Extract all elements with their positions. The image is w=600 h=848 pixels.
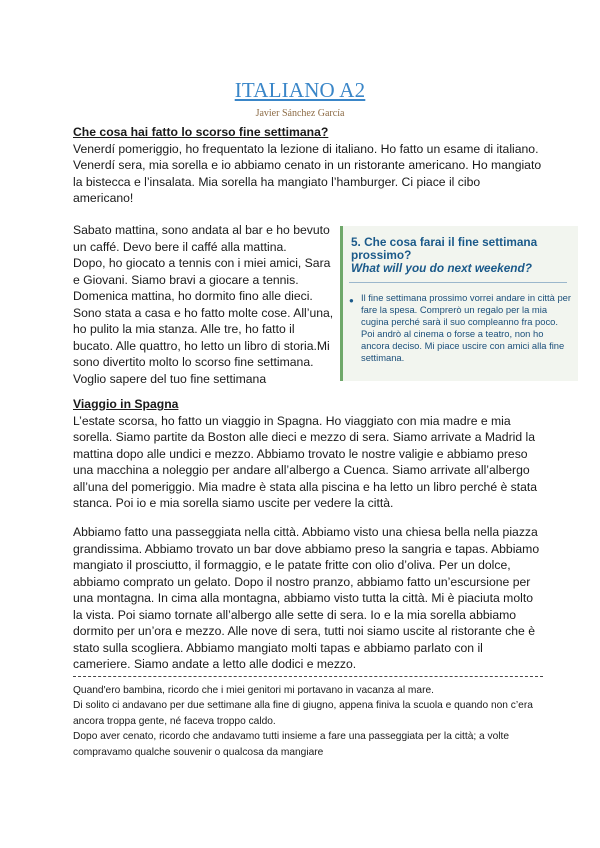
bullet-icon: ● bbox=[349, 296, 354, 305]
dashed-divider bbox=[73, 676, 543, 677]
weekend-paragraph-sat-sun: Sabato mattina, sono andata al bar e ho bevuto un caffé. Devo bere il caffé alla mattina. Dopo, ho giocato a tennis con i miei amici, Sara e Giovani. Siamo bravi a giocare a tennis. Domenica mattina, ho dormito fino alle dieci. Sono stata a casa e ho fatto molte cose. All’una, ho pulito la mia stanza. Alle tre, ho fatto il bucato. Alle quattro, ho letto un libro di storia.Mi sono divertito molto lo scorso fine settimana. Voglio sapere del tuo fine settimana bbox=[73, 223, 334, 386]
weekend-section-narrow bbox=[73, 222, 335, 387]
box-divider bbox=[349, 282, 567, 283]
childhood-paragraph-2: Di solito ci andavano per due settimane alla fine di giugno, appena finiva la scuola e quando non c’era ancora troppa gente, né faceva troppo caldo. bbox=[73, 700, 533, 727]
spain-trip-paragraph-2: Abbiamo fatto una passeggiata nella città. Abbiamo visto una chiesa bella nella piazza grandissima. Abbiamo trovato un bar dove abbiamo preso la sangria e tapas. Abbiamo mangiato il prosciutto, il formaggio, e le patate fritte con olio d’oliva. Per un dolce, abbiamo comprato un gelato. Dopo il nostro pranzo, abbiamo fatto un’escursione per una montagna. In cima alla montagna, abbiamo visto tutta la città. Mi è piaciuta molto la vista. Poi siamo tornate all’albergo alle sette di sera. Io e la mia sorella abbiamo dormito per un’ora e mezzo. Alle nove di sera, tutti noi siamo uscite al ristorante che è stato sulla scogliera. Abbiamo mangiato molti tapas e abbiamo parlato con il cameriere. Siamo andate a letto alle dodici e mezzo. bbox=[73, 525, 540, 671]
childhood-memories-section bbox=[73, 683, 543, 760]
spain-trip-section bbox=[73, 396, 543, 512]
weekend-paragraph-friday: Venerdí pomeriggio, ho frequentato la lezione di italiano. Ho fatto un esame di italiano. Venerdí sera, mia sorella e io abbiamo cenato in un ristorante americano. Ho mangiato la bistecca e l’insalata. Mia sorella ha mangiato l’hamburger. Ci piace il cibo americano! bbox=[73, 141, 542, 205]
next-weekend-heading: 5. Che cosa farai il fine settimana prossimo? bbox=[351, 235, 538, 262]
next-weekend-box bbox=[340, 226, 578, 381]
spain-trip-section-2 bbox=[73, 524, 543, 673]
spain-trip-heading: Viaggio in Spagna bbox=[73, 397, 179, 411]
next-weekend-text: Il fine settimana prossimo vorrei andare in città per fare la spesa. Comprerò un regalo per la mia cugina perché sarà il suo compleanno fra poco. Poi andrò al cinema o forse a teatro, non ho ancora deciso. Mi piace uscire con amici alla fine settimana. bbox=[361, 292, 571, 363]
author-name: Javier Sánchez García bbox=[255, 108, 345, 119]
spain-trip-paragraph-1: L’estate scorsa, ho fatto un viaggio in Spagna. Ho viaggiato con mia madre e mia sorella. Siamo partite da Boston alle dieci e mezzo di sera. Siamo arrivate a Madrid la mattina dopo alle undici e mezzo. Abbiamo trovato le nostre valigie e abbiamo preso una macchina a noleggio per andare all’albergo a Cuenca. Siamo arrivate all’albergo all’una del pomeriggio. Mia madre è stata alla piscina e ha letto un libro perché è stata stanca. Poi io e mia sorella siamo uscite per vedere la città. bbox=[73, 413, 538, 510]
weekend-heading: Che cosa hai fatto lo scorso fine settimana? bbox=[73, 125, 329, 139]
weekend-section bbox=[73, 124, 543, 207]
document-title: ITALIANO A2 bbox=[234, 78, 366, 102]
next-weekend-subheading: What will you do next weekend? bbox=[351, 261, 532, 275]
childhood-paragraph-1: Quand'ero bambina, ricordo che i miei genitori mi portavano in vacanza al mare. bbox=[73, 685, 434, 696]
childhood-paragraph-3: Dopo aver cenato, ricordo che andavamo tutti insieme a fare una passeggiata per la città; a volte compravamo qualche souvenir o qualcosa da mangiare bbox=[73, 731, 510, 758]
